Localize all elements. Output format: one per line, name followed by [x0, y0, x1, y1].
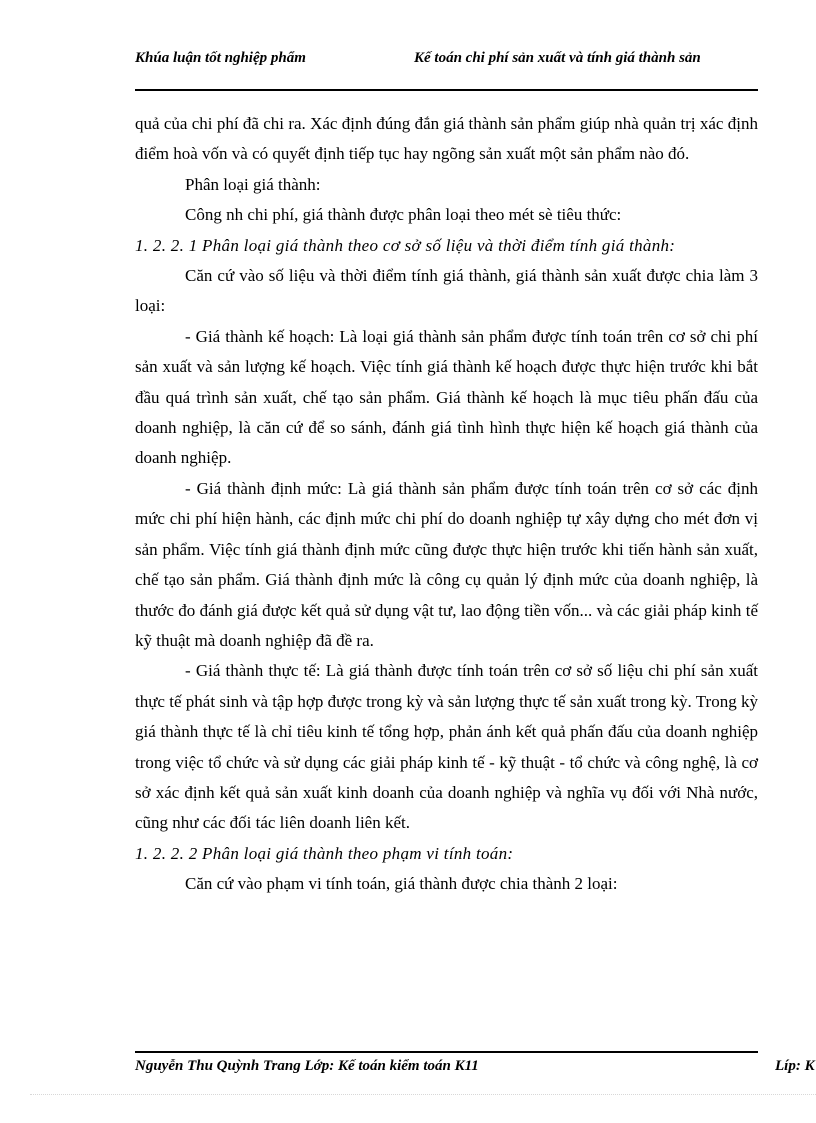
footer-author-class: Nguyễn Thu Quỳnh Trang Lớp: Kế toán kiểm toán K11	[135, 1058, 479, 1074]
paragraph-by-data-source: Căn cứ vào số liệu và thời điểm tính giá thành, giá thành sản xuất được chia làm 3 loại:	[135, 266, 758, 316]
paragraph-planned-cost: - Giá thành kế hoạch: Là loại giá thành sản phẩm được tính toán trên cơ sở chi phí sản xuất và sản lượng kế hoạch. Việc tính giá thành kế hoạch được thực hiện trước khi bắt đầu quá trình sản xuất, chế tạo sản phẩm. Giá thành kế hoạch là mục tiêu phấn đấu của doanh nghiệp, là căn cứ để so sánh, đánh giá tình hình thực hiện kế hoạch giá thành của doanh nghiệp.	[135, 326, 758, 468]
paragraph-intro-continuation: quả của chi phí đã chi ra. Xác định đúng đắn giá thành sản phẩm giúp nhà quản trị xác định điểm hoà vốn và có quyết định tiếp tục hay ngõng sản xuất một sản phẩm nào đó.	[135, 114, 758, 164]
header-right-title: Kế toán chi phí sản xuất và tính giá thành sản	[414, 50, 701, 66]
header-rule	[135, 89, 758, 91]
paragraph-classification-title: Phân loại giá thành:	[185, 174, 321, 194]
section-heading-1-2-2-2: 1. 2. 2. 2 Phân loại giá thành theo phạm vi tính toán:	[135, 843, 514, 863]
paragraph-standard-cost: - Giá thành định mức: Là giá thành sản phẩm được tính toán trên cơ sở các định mức chi phí hiện hành, các định mức chi phí do doanh nghiệp tự xây dựng cho mét đơn vị sản phẩm. Việc tính giá thành định mức cũng được thực hiện trước khi tiến hành sản xuất, chế tạo sản phẩm. Giá thành định mức là công cụ quản lý định mức của doanh nghiệp, là thước đo đánh giá được kết quả sử dụng vật tư, lao động tiền vốn... và các giải pháp kinh tế kỹ thuật mà doanh nghiệp đã đề ra.	[135, 478, 758, 650]
paragraph-by-scope: Căn cứ vào phạm vi tính toán, giá thành được chia thành 2 loại:	[185, 874, 618, 894]
section-heading-1-2-2-1: 1. 2. 2. 1 Phân loại giá thành theo cơ sở số liệu và thời điểm tính giá thành:	[135, 235, 676, 255]
header-left-title: Khúa luận tốt nghiệp phẩm	[135, 50, 306, 66]
footer-class-label: Líp: K	[775, 1058, 815, 1074]
paragraph-classification-intro: Công nh chi phí, giá thành được phân loại theo mét sè tiêu thức:	[185, 205, 622, 225]
paragraph-actual-cost: - Giá thành thực tế: Là giá thành được tính toán trên cơ sở số liệu chi phí sản xuất thực tế phát sinh và tập hợp được trong kỳ và sản lượng thực tế sản xuất trong kỳ. Trong kỳ giá thành thực tế là chỉ tiêu kinh tế tổng hợp, phản ánh kết quả phấn đấu của doanh nghiệp trong việc tổ chức và sử dụng các giải pháp kinh tế - kỹ thuật - tổ chức và công nghệ, là cơ sở xác định kết quả sản xuất kinh doanh của doanh nghiệp và nghĩa vụ đối với Nhà nước, cũng như các đối tác liên doanh liên kết.	[135, 661, 758, 833]
footer-rule	[135, 1051, 758, 1053]
page-edge-dotted	[30, 1094, 816, 1095]
document-body	[135, 109, 758, 900]
